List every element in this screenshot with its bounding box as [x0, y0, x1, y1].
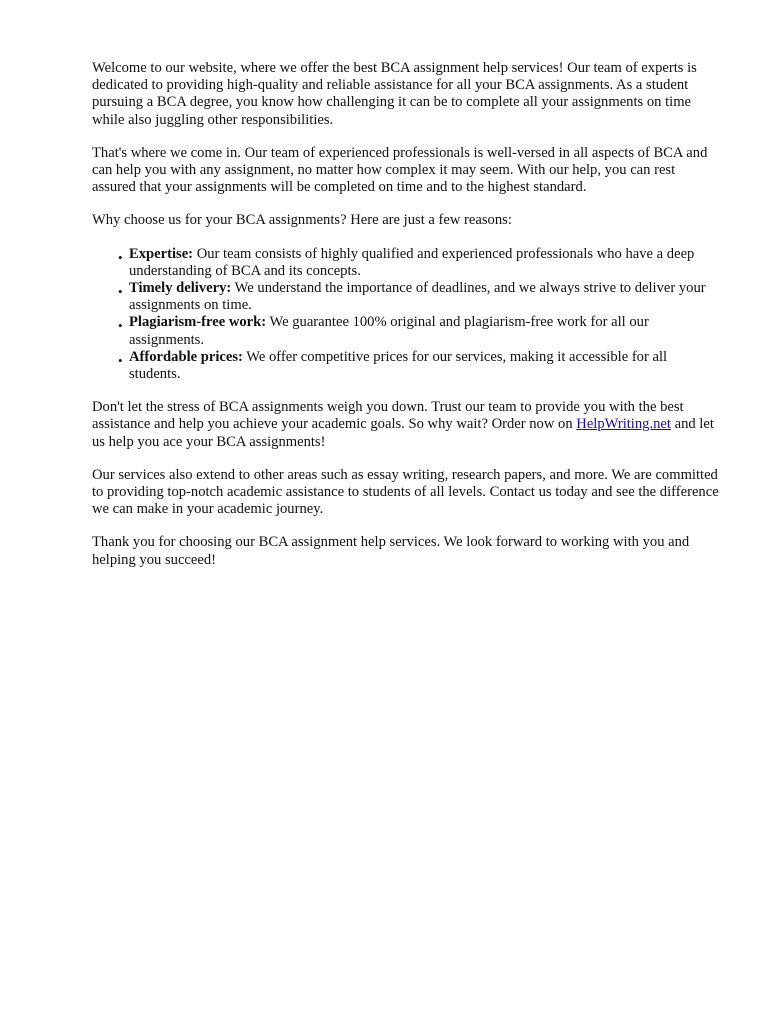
reason-title: Affordable prices: [129, 348, 243, 365]
cta-text-before: Don't let the stress of BCA assignments weigh you down. Trust our team to provide you with the best assistance and help you achieve your academic goals. So why wait? Order now on [92, 399, 684, 433]
list-item-plagiarism-free [118, 314, 722, 348]
list-item-timely-delivery [118, 280, 722, 314]
bullet-icon: • [118, 284, 123, 300]
document-body [92, 60, 722, 585]
closing-paragraph: Thank you for choosing our BCA assignment help services. We look forward to working with you and helping you succeed! [92, 534, 690, 568]
reason-text: We guarantee 100% original and plagiarism-free work for all our assignments. [129, 314, 649, 348]
cta-paragraph [92, 399, 722, 451]
intro-paragraph: Welcome to our website, where we offer the best BCA assignment help services! Our team of experts is dedicated to providing high-quality and reliable assistance for all your BCA assignments. As a student pursuing a BCA degree, you know how challenging it can be to complete all your assignments on time while also juggling other responsibilities. [92, 60, 697, 128]
reason-text: We understand the importance of deadlines, and we always strive to deliver your assignments on time. [129, 280, 706, 314]
second-paragraph: That's where we come in. Our team of experienced professionals is well-versed in all aspects of BCA and can help you with any assignment, no matter how complex it may seem. With our help, you can rest assured that your assignments will be completed on time and to the highest standard. [92, 144, 708, 196]
list-item-affordable-prices [118, 348, 722, 383]
reason-title: Plagiarism-free work: [129, 314, 267, 331]
bullet-icon: • [118, 352, 123, 368]
reasons-list [92, 246, 722, 384]
cta-text-after: and let us help you ace your BCA assignments! [92, 416, 714, 450]
bullet-icon: • [118, 249, 123, 265]
list-item-expertise [118, 245, 722, 280]
bullet-icon: • [118, 318, 123, 334]
reasons-intro-paragraph: Why choose us for your BCA assignments? Here are just a few reasons: [92, 212, 512, 229]
reason-title: Timely delivery: [129, 280, 232, 297]
services-paragraph: Our services also extend to other areas such as essay writing, research papers, and more. We are committed to providing top-notch academic assistance to students of all levels. Contact us today and see the difference we can make in your academic journey. [92, 466, 719, 518]
reason-text: Our team consists of highly qualified and experienced professionals who have a deep understanding of BCA and its concepts. [129, 245, 695, 279]
reason-title: Expertise: [129, 245, 194, 262]
reason-text: We offer competitive prices for our services, making it accessible for all students. [129, 348, 668, 383]
helpwriting-link[interactable]: HelpWriting.net [576, 416, 671, 433]
